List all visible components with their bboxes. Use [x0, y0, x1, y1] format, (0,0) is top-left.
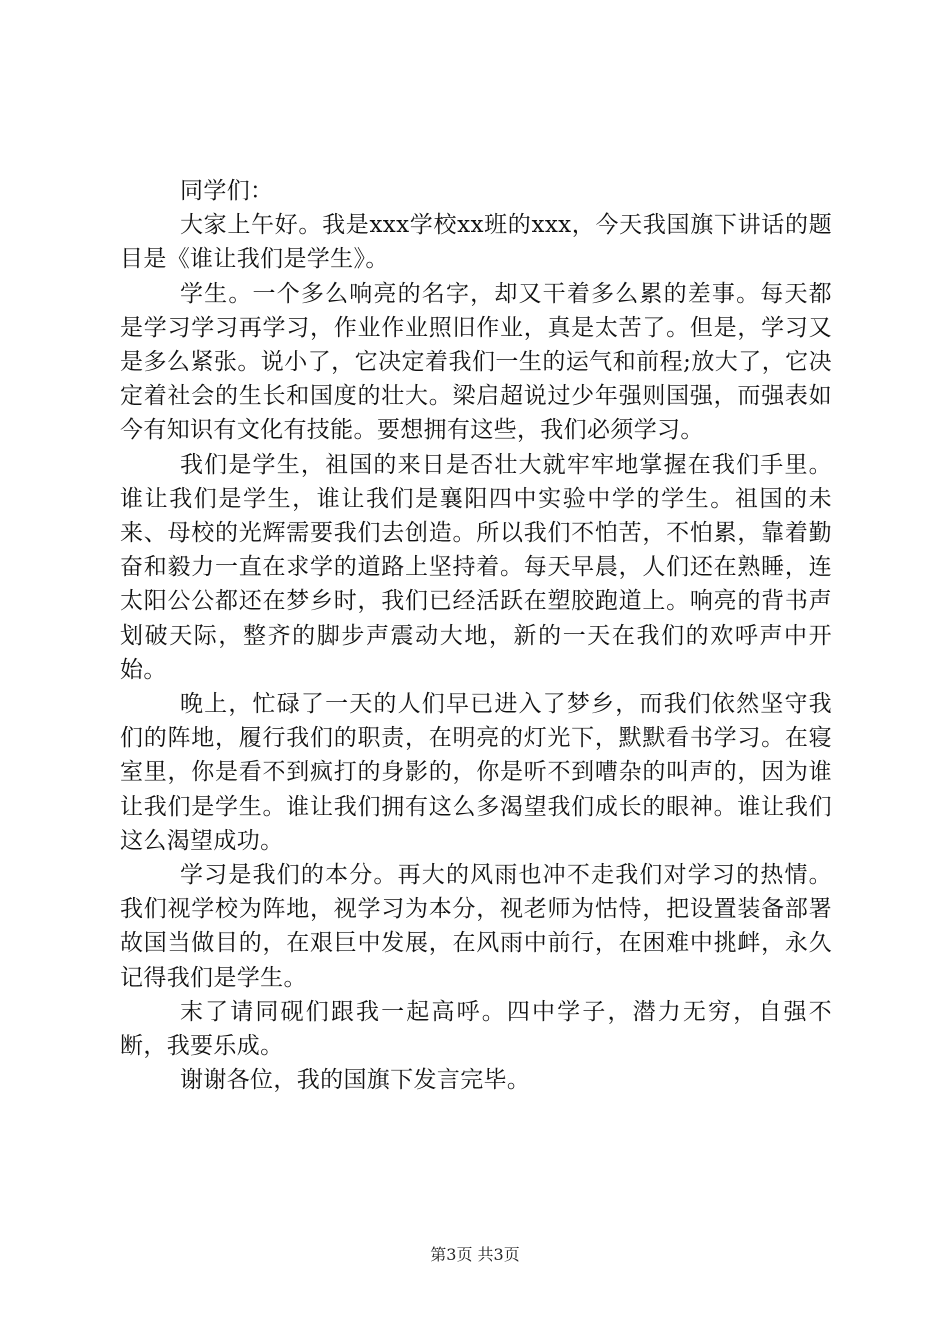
closing-line: 谢谢各位，我的国旗下发言完毕。 [180, 1067, 531, 1094]
page-number-footer: 第3页 共3页 [430, 1245, 520, 1264]
paragraph: 学生。一个多么响亮的名字，却又干着多么累的差事。每天都是学习学习再学习，作业作业照旧作业，真是太苦了。但是，学习又是多么紧张。说小了，它决定着我们一生的运气和前程;放大了，它决定着社会的生长和国度的壮大。梁启超说过少年强则国强，而强表如今有知识有文化有技能。要想拥有这些，我们必须学习。 [120, 280, 832, 444]
paragraph: 我们是学生，祖国的来日是否壮大就牢牢地掌握在我们手里。谁让我们是学生，谁让我们是襄阳四中实验中学的学生。祖国的未来、母校的光辉需要我们去创造。所以我们不怕苦，不怕累，靠着勤奋和毅力一直在求学的道路上坚持着。每天早晨，人们还在熟睡，连太阳公公都还在梦乡时，我们已经活跃在塑胶跑道上。响亮的背书声划破天际，整齐的脚步声震动大地，新的一天在我们的欢呼声中开始。 [120, 451, 832, 683]
speech-body [120, 174, 832, 1097]
paragraph: 末了请同砚们跟我一起高呼。四中学子，潜力无穷，自强不断，我要乐成。 [120, 998, 832, 1060]
greeting-line: 同学们： [180, 178, 274, 204]
paragraph: 晚上，忙碌了一天的人们早已进入了梦乡，而我们依然坚守我们的阵地，履行我们的职责，在明亮的灯光下，默默看书学习。在寝室里，你是看不到疯打的身影的，你是听不到嘈杂的叫声的，因为谁让我们是学生。谁让我们拥有这么多渴望我们成长的眼神。谁让我们这么渴望成功。 [120, 691, 832, 854]
paragraph: 学习是我们的本分。再大的风雨也冲不走我们对学习的热情。我们视学校为阵地，视学习为本分，视老师为怙恃，把设置装备部署故国当做目的，在艰巨中发展，在风雨中前行，在困难中挑衅，永久记得我们是学生。 [120, 862, 832, 991]
paragraph: 大家上午好。我是xxx学校xx班的xxx，今天我国旗下讲话的题目是《谁让我们是学生》。 [120, 212, 832, 273]
